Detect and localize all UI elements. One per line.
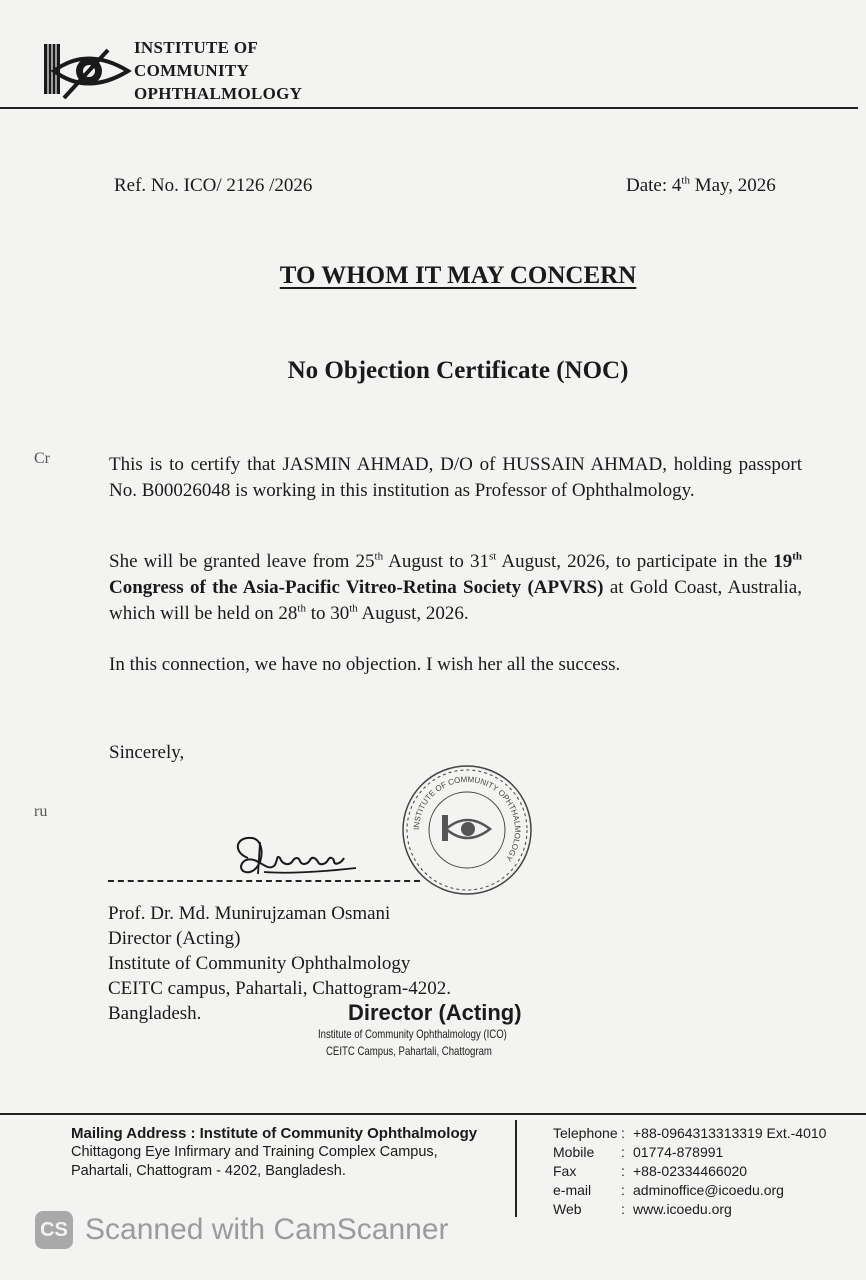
seal-line: CEITC Campus, Pahartali, Chattogram bbox=[326, 1044, 492, 1058]
seal-line: Institute of Community Ophthalmology (ICO) bbox=[318, 1027, 507, 1041]
contact-row: Mobile : 01774-878991 bbox=[553, 1144, 724, 1160]
org-name-line: OPHTHALMOLOGY bbox=[134, 84, 303, 103]
reference-number: Ref. No. ICO/ 2126 /2026 bbox=[114, 175, 313, 196]
letter-subheading: No Objection Certificate (NOC) bbox=[287, 357, 629, 384]
text-span: August, 2026. bbox=[357, 603, 469, 624]
text-sup: th bbox=[297, 602, 306, 615]
signatory-line: Institute of Community Ophthalmology bbox=[108, 953, 411, 974]
letter-heading: TO WHOM IT MAY CONCERN bbox=[279, 262, 637, 289]
contact-value: +88-02334466020 bbox=[633, 1163, 748, 1179]
closing-salutation: Sincerely, bbox=[109, 742, 185, 763]
stamp-ring-text: INSTITUTE OF COMMUNITY OPHTHALMOLOGY bbox=[411, 774, 523, 863]
signatory-line: Director (Acting) bbox=[108, 928, 241, 949]
certification-paragraph: This is to certify that JASMIN AHMAD, D/O of HUSSAIN AHMAD, holding passport No. B00026048 is working in this institution as Professor of Ophthalmology. bbox=[109, 454, 802, 501]
date-suffix: May, 2026 bbox=[689, 175, 776, 196]
contact-label: Mobile bbox=[553, 1144, 595, 1160]
contact-row: e-mail : adminoffice@icoedu.org bbox=[553, 1182, 784, 1198]
contact-label: e-mail bbox=[553, 1182, 592, 1198]
date-sup: th bbox=[681, 174, 690, 187]
letter-date bbox=[626, 175, 776, 197]
text-sup: th bbox=[374, 550, 384, 563]
margin-mark: Cr bbox=[34, 450, 50, 467]
contact-label: Telephone bbox=[553, 1125, 618, 1141]
org-name-line: COMMUNITY bbox=[134, 61, 250, 80]
mailing-address-line: Chittagong Eye Infirmary and Training Complex Campus, bbox=[71, 1144, 438, 1160]
camscanner-text: Scanned with CamScanner bbox=[85, 1213, 449, 1246]
contact-label: Fax bbox=[553, 1163, 577, 1179]
contact-row: Web : www.icoedu.org bbox=[553, 1201, 732, 1217]
text-span: 19 bbox=[773, 551, 793, 572]
footer-divider bbox=[0, 1113, 866, 1115]
contact-value: +88-0964313313319 Ext.-4010 bbox=[633, 1125, 827, 1141]
text-span: Congress of the Asia-Pacific Vitreo-Retina Society (APVRS) bbox=[109, 577, 604, 598]
text-span: She will be granted leave from 25 bbox=[109, 551, 375, 572]
ico-eye-logo-icon bbox=[42, 40, 132, 102]
mailing-address bbox=[71, 1124, 477, 1181]
no-objection-paragraph: In this connection, we have no objection. I wish her all the success. bbox=[109, 654, 621, 675]
date-prefix: Date: 4 bbox=[626, 175, 682, 196]
handwritten-signature bbox=[230, 828, 370, 888]
text-span: to 30 bbox=[305, 603, 350, 624]
text-sup: th bbox=[792, 550, 802, 563]
contact-row: Fax : +88-02334466020 bbox=[553, 1163, 748, 1179]
institute-round-stamp-icon bbox=[400, 763, 534, 897]
signatory-line: Prof. Dr. Md. Munirujzaman Osmani bbox=[108, 903, 391, 924]
text-sup: st bbox=[488, 550, 497, 563]
seal-title: Director (Acting) bbox=[348, 1000, 522, 1025]
org-name-line: INSTITUTE OF bbox=[134, 38, 259, 57]
contact-details bbox=[553, 1124, 826, 1219]
margin-mark: ru bbox=[34, 803, 48, 820]
mailing-address-title: Mailing Address : Institute of Community Ophthalmology bbox=[71, 1125, 478, 1142]
text-span: at Gold Coast, Australia, which will be held on 28 bbox=[109, 577, 802, 624]
contact-value: adminoffice@icoedu.org bbox=[633, 1182, 784, 1198]
text-sup: th bbox=[349, 602, 358, 615]
contact-label: Web bbox=[553, 1201, 582, 1217]
contact-row: Telephone : +88-0964313313319 Ext.-4010 bbox=[553, 1125, 827, 1141]
signatory-line: CEITC campus, Pahartali, Chattogram-4202. bbox=[108, 978, 451, 999]
signatory-line: Bangladesh. bbox=[108, 1003, 202, 1024]
footer-column-divider bbox=[515, 1120, 517, 1217]
contact-value: www.icoedu.org bbox=[633, 1201, 732, 1217]
mailing-address-line: Pahartali, Chattogram - 4202, Bangladesh. bbox=[71, 1163, 346, 1179]
camscanner-watermark bbox=[35, 1211, 449, 1249]
text-span: August to 31 bbox=[383, 551, 489, 572]
leave-paragraph bbox=[109, 549, 802, 627]
signature-line bbox=[108, 880, 420, 882]
contact-value: 01774-878991 bbox=[633, 1144, 724, 1160]
camscanner-logo-icon: CS bbox=[35, 1211, 73, 1249]
org-name bbox=[134, 36, 302, 105]
text-span: August, 2026, to participate in the bbox=[496, 551, 774, 572]
header-divider bbox=[0, 107, 858, 109]
